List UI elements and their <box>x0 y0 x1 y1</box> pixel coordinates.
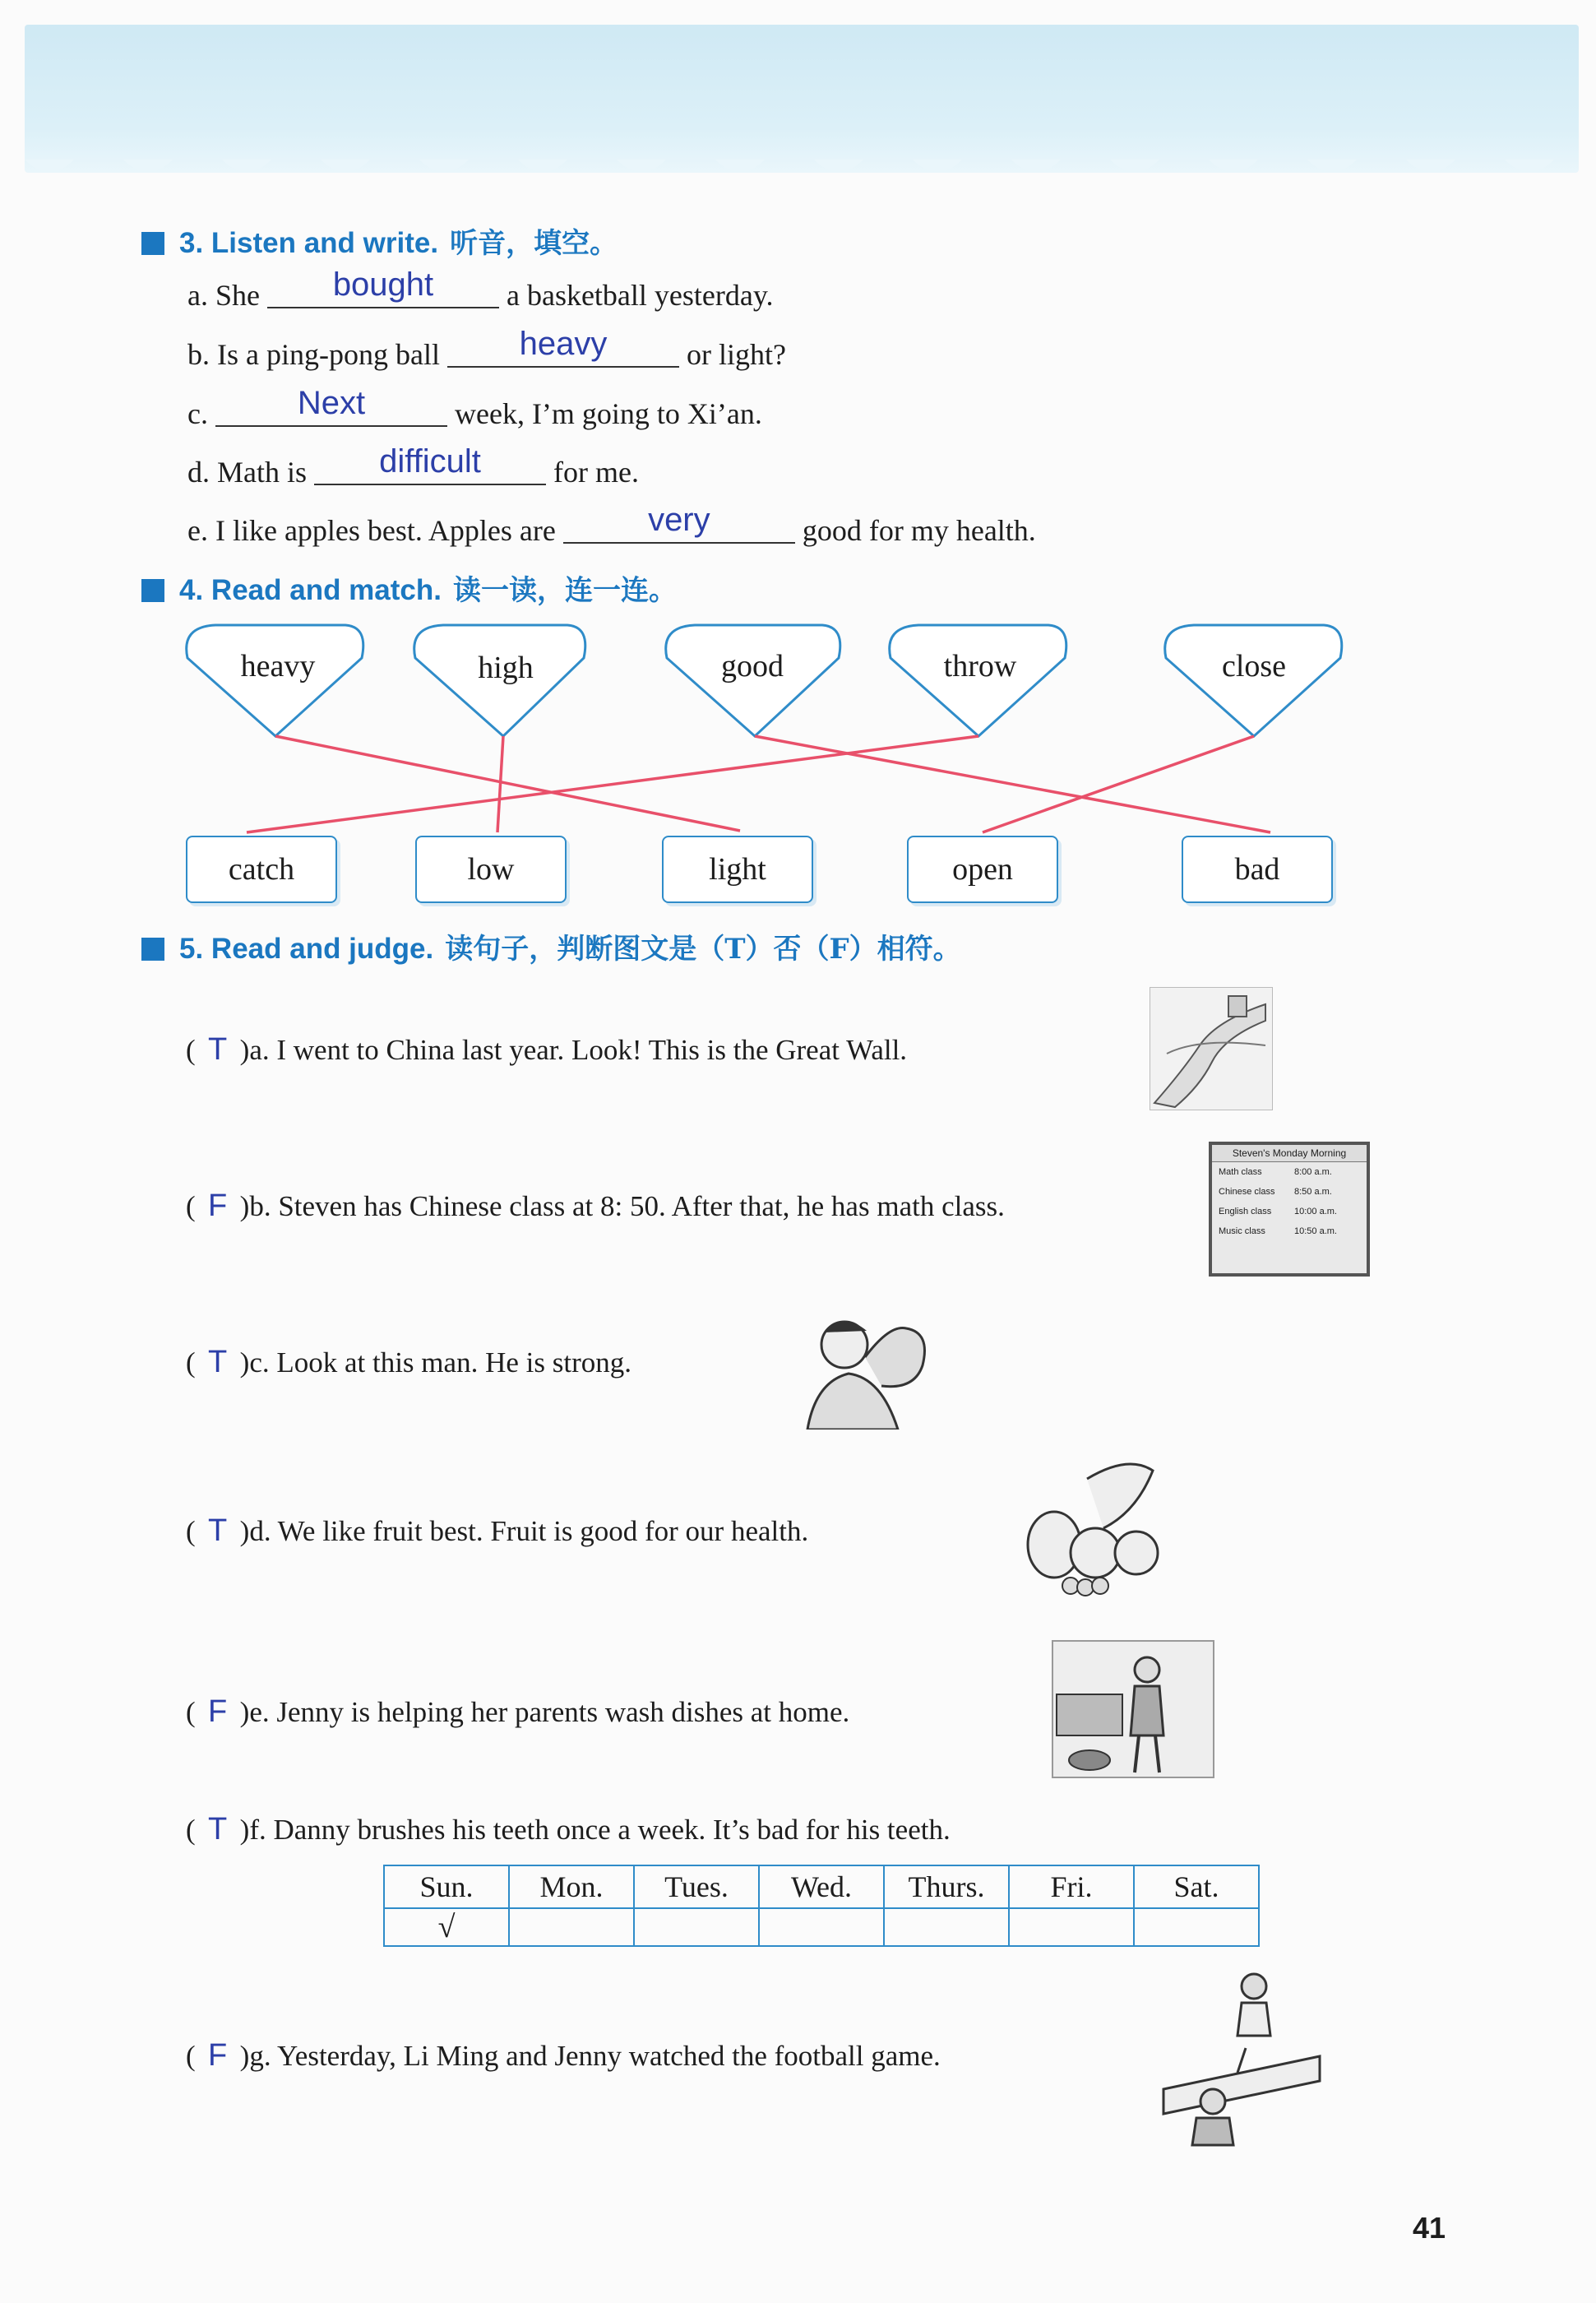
day-cell <box>759 1908 884 1946</box>
day-header: Thurs. <box>884 1865 1009 1908</box>
judge-answer[interactable]: T <box>208 1345 228 1379</box>
heart-label-heavy[interactable]: heavy <box>240 649 316 683</box>
day-cell <box>1009 1908 1134 1946</box>
schedule-card: Steven's Monday Morning Math class 8:00 a.m. Chinese class 8:50 a.m. English class 10:00 a.m. Music class 10:50 a.m. <box>1209 1142 1370 1277</box>
day-header: Fri. <box>1009 1865 1134 1908</box>
box-low[interactable]: low <box>415 836 567 903</box>
great-wall-image <box>1150 987 1273 1110</box>
fruit-image <box>1013 1446 1169 1602</box>
heart-label-throw[interactable]: throw <box>943 649 1017 683</box>
judge-answer[interactable]: T <box>208 1812 228 1847</box>
table-tennis-image <box>1155 1966 1328 2147</box>
schedule-row: Math class 8:00 a.m. <box>1219 1167 1332 1177</box>
judge-answer[interactable]: F <box>208 2038 228 2073</box>
judge-answer[interactable]: T <box>208 1032 228 1067</box>
day-cell <box>634 1908 759 1946</box>
match-line-close-open <box>983 736 1254 832</box>
answer-blank[interactable]: Next <box>215 401 447 427</box>
fill-item-c: c. Next week, I’m going to Xi’an. <box>187 385 762 430</box>
answer-blank[interactable]: difficult <box>314 459 546 485</box>
section-marker-icon <box>141 938 164 961</box>
heart-label-high[interactable]: high <box>478 651 534 685</box>
vacuum-image <box>1048 1637 1218 1782</box>
page-number: 41 <box>1413 2211 1446 2245</box>
fill-item-e: e. I like apples best. Apples are very good for my health. <box>187 502 1036 547</box>
box-bad[interactable]: bad <box>1182 836 1333 903</box>
header-banner <box>25 25 1579 173</box>
match-line-good-bad <box>755 736 1270 832</box>
heart-label-close[interactable]: close <box>1221 649 1287 683</box>
answer-blank[interactable]: heavy <box>447 341 679 368</box>
judge-answer[interactable]: T <box>208 1513 228 1548</box>
section-marker-icon <box>141 232 164 255</box>
check-mark: √ <box>437 1910 456 1944</box>
day-cell <box>1134 1908 1259 1946</box>
judge-item-a: ( T )a. I went to China last year. Look! This is the Great Wall. <box>186 1032 908 1067</box>
judge-item-c: ( T )c. Look at this man. He is strong. <box>186 1345 631 1379</box>
box-light[interactable]: light <box>662 836 813 903</box>
match-line-heavy-light <box>275 736 740 831</box>
schedule-row: Music class 10:50 a.m. <box>1219 1226 1337 1236</box>
match-line-throw-catch <box>247 736 978 832</box>
box-open[interactable]: open <box>907 836 1058 903</box>
day-header: Tues. <box>634 1865 759 1908</box>
header-wave <box>25 160 1579 184</box>
judge-item-b: ( F )b. Steven has Chinese class at 8: 50. After that, he has math class. <box>186 1189 1005 1223</box>
judge-item-d: ( T )d. We like fruit best. Fruit is good for our health. <box>186 1513 809 1548</box>
section-5-heading: 5. Read and judge. 读句子，判断图文是（T）否（F）相符。 <box>141 926 961 966</box>
match-line-high-low <box>497 736 503 832</box>
section-4-heading: 4. Read and match. 读一读，连一连。 <box>141 568 677 608</box>
answer-blank[interactable]: bought <box>267 282 499 308</box>
day-header: Wed. <box>759 1865 884 1908</box>
section-3-heading: 3. Listen and write. 听音，填空。 <box>141 220 618 261</box>
week-table <box>383 1865 1260 1947</box>
schedule-row: Chinese class 8:50 a.m. <box>1219 1187 1332 1197</box>
answer-blank[interactable]: very <box>563 517 795 544</box>
box-catch[interactable]: catch <box>186 836 337 903</box>
day-header: Sat. <box>1134 1865 1259 1908</box>
judge-item-e: ( F )e. Jenny is helping her parents wash dishes at home. <box>186 1694 850 1729</box>
strong-man-image <box>799 1308 936 1430</box>
fill-item-d: d. Math is difficult for me. <box>187 443 639 489</box>
judge-item-g: ( F )g. Yesterday, Li Ming and Jenny watched the football game. <box>186 2038 941 2073</box>
day-cell <box>509 1908 634 1946</box>
schedule-row: English class 10:00 a.m. <box>1219 1207 1337 1216</box>
fill-item-b: b. Is a ping-pong ball heavy or light? <box>187 326 786 371</box>
judge-answer[interactable]: F <box>208 1694 228 1729</box>
day-header: Mon. <box>509 1865 634 1908</box>
judge-answer[interactable]: F <box>208 1189 228 1223</box>
day-cell <box>884 1908 1009 1946</box>
fill-item-a: a. She bought a basketball yesterday. <box>187 266 774 312</box>
section-marker-icon <box>141 579 164 602</box>
day-header: Sun. <box>384 1865 509 1908</box>
judge-item-f: ( T )f. Danny brushes his teeth once a week. It’s bad for his teeth. <box>186 1812 951 1847</box>
heart-label-good[interactable]: good <box>721 649 784 683</box>
